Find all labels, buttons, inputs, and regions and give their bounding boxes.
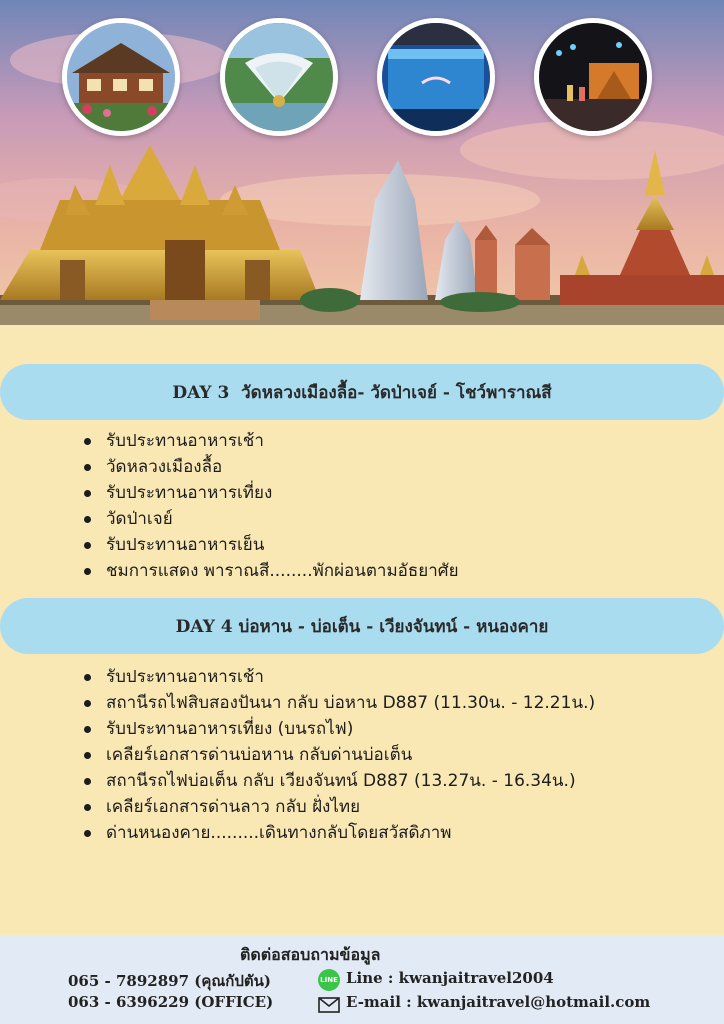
photo-traditional-house: [62, 18, 180, 136]
list-item: รับประทานอาหารเช้า: [80, 428, 459, 454]
contact-title: ติดต่อสอบถามข้อมูล: [240, 945, 381, 964]
day3-header: [0, 364, 724, 420]
list-item: สถานีรถไฟบ่อเต็น กลับ เวียงจันทน์ D887 (13.27น. - 16.34น.): [80, 768, 595, 794]
peacock-photo-graphic: [225, 23, 333, 131]
stage-photo-graphic: [539, 23, 647, 131]
contact-footer: [0, 935, 724, 1024]
list-item: ด่านหนองคาย.........เดินทางกลับโดยสวัสดิภาพ: [80, 820, 595, 846]
list-item: รับประทานอาหารเที่ยง: [80, 480, 459, 506]
phone-office[interactable]: 063 - 6396229 (OFFICE): [68, 993, 274, 1011]
phone-primary[interactable]: 065 - 7892897 (คุณกัปตัน): [68, 972, 272, 990]
photo-stage-performance: [534, 18, 652, 136]
line-app-icon: [318, 969, 340, 991]
list-item: รับประทานอาหารเย็น: [80, 532, 459, 558]
list-item: รับประทานอาหารเช้า: [80, 664, 595, 690]
list-item: เคลียร์เอกสารด่านลาว กลับ ฝั่งไทย: [80, 794, 595, 820]
email-contact[interactable]: E-mail : kwanjaitravel@hotmail.com: [346, 993, 651, 1011]
house-photo-graphic: [67, 23, 175, 131]
day4-itinerary-list: [80, 664, 595, 846]
list-item: ชมการแสดง พาราณสี........พักผ่อนตามอัธยาศัย: [80, 558, 459, 584]
list-item: วัดป่าเจย์: [80, 506, 459, 532]
line-contact[interactable]: Line : kwanjaitravel2004: [346, 969, 554, 987]
day4-title: DAY 4 บ่อหาน - บ่อเต็น - เวียงจันทน์ - หนองคาย: [175, 616, 549, 637]
list-item: วัดหลวงเมืองลื้อ: [80, 454, 459, 480]
list-item: เคลียร์เอกสารด่านบ่อหาน กลับด่านบ่อเต็น: [80, 742, 595, 768]
day3-title: DAY 3 วัดหลวงเมืองลื้อ- วัดป่าเจย์ - โชว์พาราณสี: [172, 382, 552, 403]
list-item: สถานีรถไฟสิบสองปันนา กลับ บ่อหาน D887 (11.30น. - 12.21น.): [80, 690, 595, 716]
photo-peacock-fountain: [220, 18, 338, 136]
list-item: รับประทานอาหารเที่ยง (บนรถไฟ): [80, 716, 595, 742]
day3-itinerary-list: [80, 428, 459, 584]
day4-header: [0, 598, 724, 654]
hero-banner: [0, 0, 724, 325]
line-icon-label: LINE: [320, 976, 338, 984]
photo-aquarium-show: [377, 18, 495, 136]
envelope-icon: [318, 997, 340, 1013]
aquarium-photo-graphic: [382, 23, 490, 131]
